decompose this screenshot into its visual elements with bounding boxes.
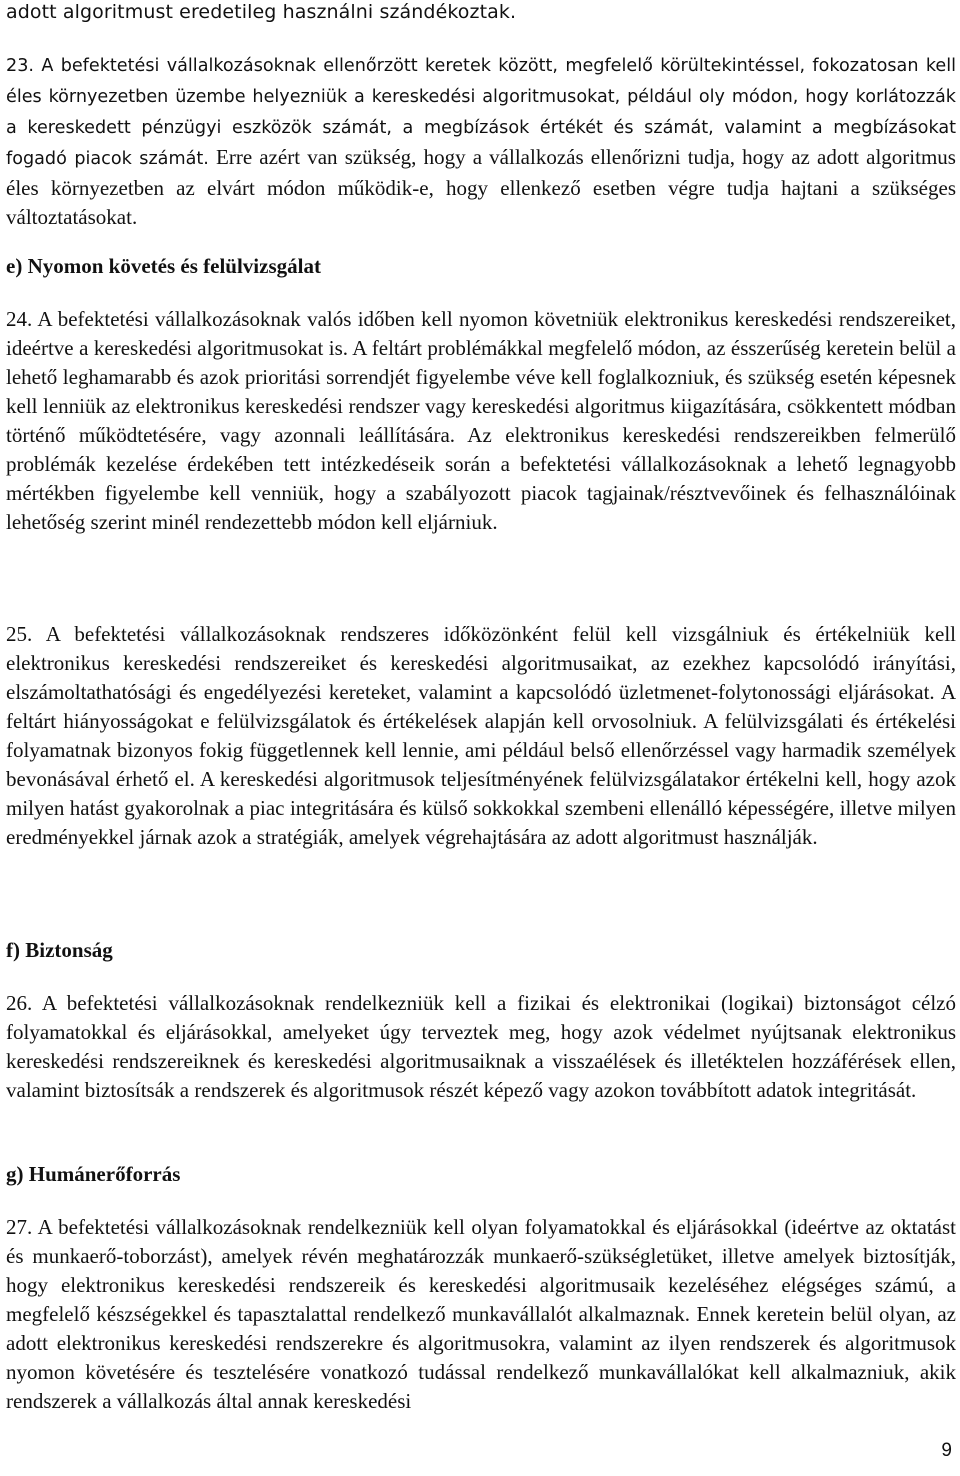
paragraph-23-serif: Erre azért van szükség, hogy a vállalkozás ellenőrizni tudja, hogy az adott algoritmus éles környezetben az elvárt módon működik-e, hogy ellenkező esetben végre tudja hajtani a szükséges változtatásokat.	[6, 145, 956, 229]
paragraph-23	[6, 50, 956, 232]
paragraph-23-sans: 23. A befektetési vállalkozásoknak ellenőrzött keretek között, megfelelő körültekintéssel, fokozatosan kell éles környezetben üzembe helyezniük a kereskedési algoritmusokat, például oly módon, hogy korlátozzák a kereskedett pénzügyi eszközök számát, a megbízások értékét és számát, valamint a megbízásokat fogadó piacok számát.	[6, 56, 956, 169]
heading-g: g) Humánerőforrás	[6, 1162, 181, 1186]
heading-e: e) Nyomon követés és felülvizsgálat	[6, 254, 321, 278]
paragraph-25: 25. A befektetési vállalkozásoknak rendszeres időközönként felül kell vizsgálniuk és értékelniük kell elektronikus kereskedési rendszereiket és kereskedési algoritmusaikat, az ezekhez kapcsolódó irányítási, elszámoltathatósági és engedélyezési kereteket, valamint a kapcsolódó üzletmenet-folytonossági eljárásokat. A feltárt hiányosságokat e felülvizsgálatok és értékelések alapján kell orvosolniuk. A felülvizsgálati és értékelési folyamatnak bizonyos fokig függetlennek kell lennie, ami például belső ellenőrzéssel vagy harmadik személyek bevonásával érhető el. A kereskedési algoritmusok teljesítményének felülvizsgálatakor értékelni kell, hogy azok milyen hatást gyakorolnak a piac integritására és külső sokkokkal szembeni ellenálló képességére, illetve milyen eredményekkel járnak azok a stratégiák, amelyek végrehajtására az adott algoritmust használják.	[6, 622, 956, 849]
paragraph-fragment: adott algoritmust eredetileg használni szándékoztak.	[6, 1, 517, 23]
heading-f: f) Biztonság	[6, 938, 113, 962]
paragraph-27: 27. A befektetési vállalkozásoknak rendelkezniük kell olyan folyamatokkal és eljárásokkal (ideértve az oktatást és munkaerő-toborzást), amelyek révén meghatározzák munkaerő-szükségletüket, illetve amelyek biztosítják, hogy elektronikus kereskedési rendszereik és kereskedési algoritmusaik kezeléséhez elégséges számú, a megfelelő készségekkel és tapasztalattal rendelkező munkavállalót alkalmaznak. Ennek keretein belül olyan, az adott elektronikus kereskedési rendszerekre és algoritmusokra, valamint az ilyen rendszerek és algoritmusok nyomon követésére és tesztelésére vonatkozó tudással rendelkező munkavállalókat kell alkalmazniuk, akik rendszerek a vállalkozás által annak kereskedési	[6, 1215, 956, 1413]
page-number: 9	[941, 1440, 952, 1461]
paragraph-26: 26. A befektetési vállalkozásoknak rendelkezniük kell a fizikai és elektronikai (logikai) biztonságot célzó folyamatokkal és eljárásokkal, amelyeket úgy terveztek meg, hogy azok védelmet nyújtsanak elektronikus kereskedési rendszereiknek és kereskedési algoritmusaiknak a visszaélések és illetéktelen hozzáférések ellen, valamint biztosítsák a rendszerek és algoritmusok részét képező vagy azokon továbbított adatok integritását.	[6, 991, 956, 1102]
paragraph-24: 24. A befektetési vállalkozásoknak valós időben kell nyomon követniük elektronikus kereskedési rendszereiket, ideértve a kereskedési algoritmusokat is. A feltárt problémákkal megfelelő módon, az ésszerűség keretein belül a lehető leghamarabb és azok prioritási sorrendjét figyelembe véve kell foglalkozniuk, és szükség esetén képesnek kell lenniük az elektronikus kereskedési rendszer vagy kereskedési algoritmus kiigazítására, csökkentett módban történő működtetésére, vagy azonnali leállítására. Az elektronikus kereskedési rendszereikben felmerülő problémák kezelése érdekében tett intézkedéseik során a befektetési vállalkozásoknak a lehető legnagyobb mértékben figyelembe kell venniük, hogy a szabályozott piacok tagjainak/résztvevőinek és felhasználóinak lehetőség szerint minél rendezettebb módon kell eljárniuk.	[6, 307, 956, 534]
